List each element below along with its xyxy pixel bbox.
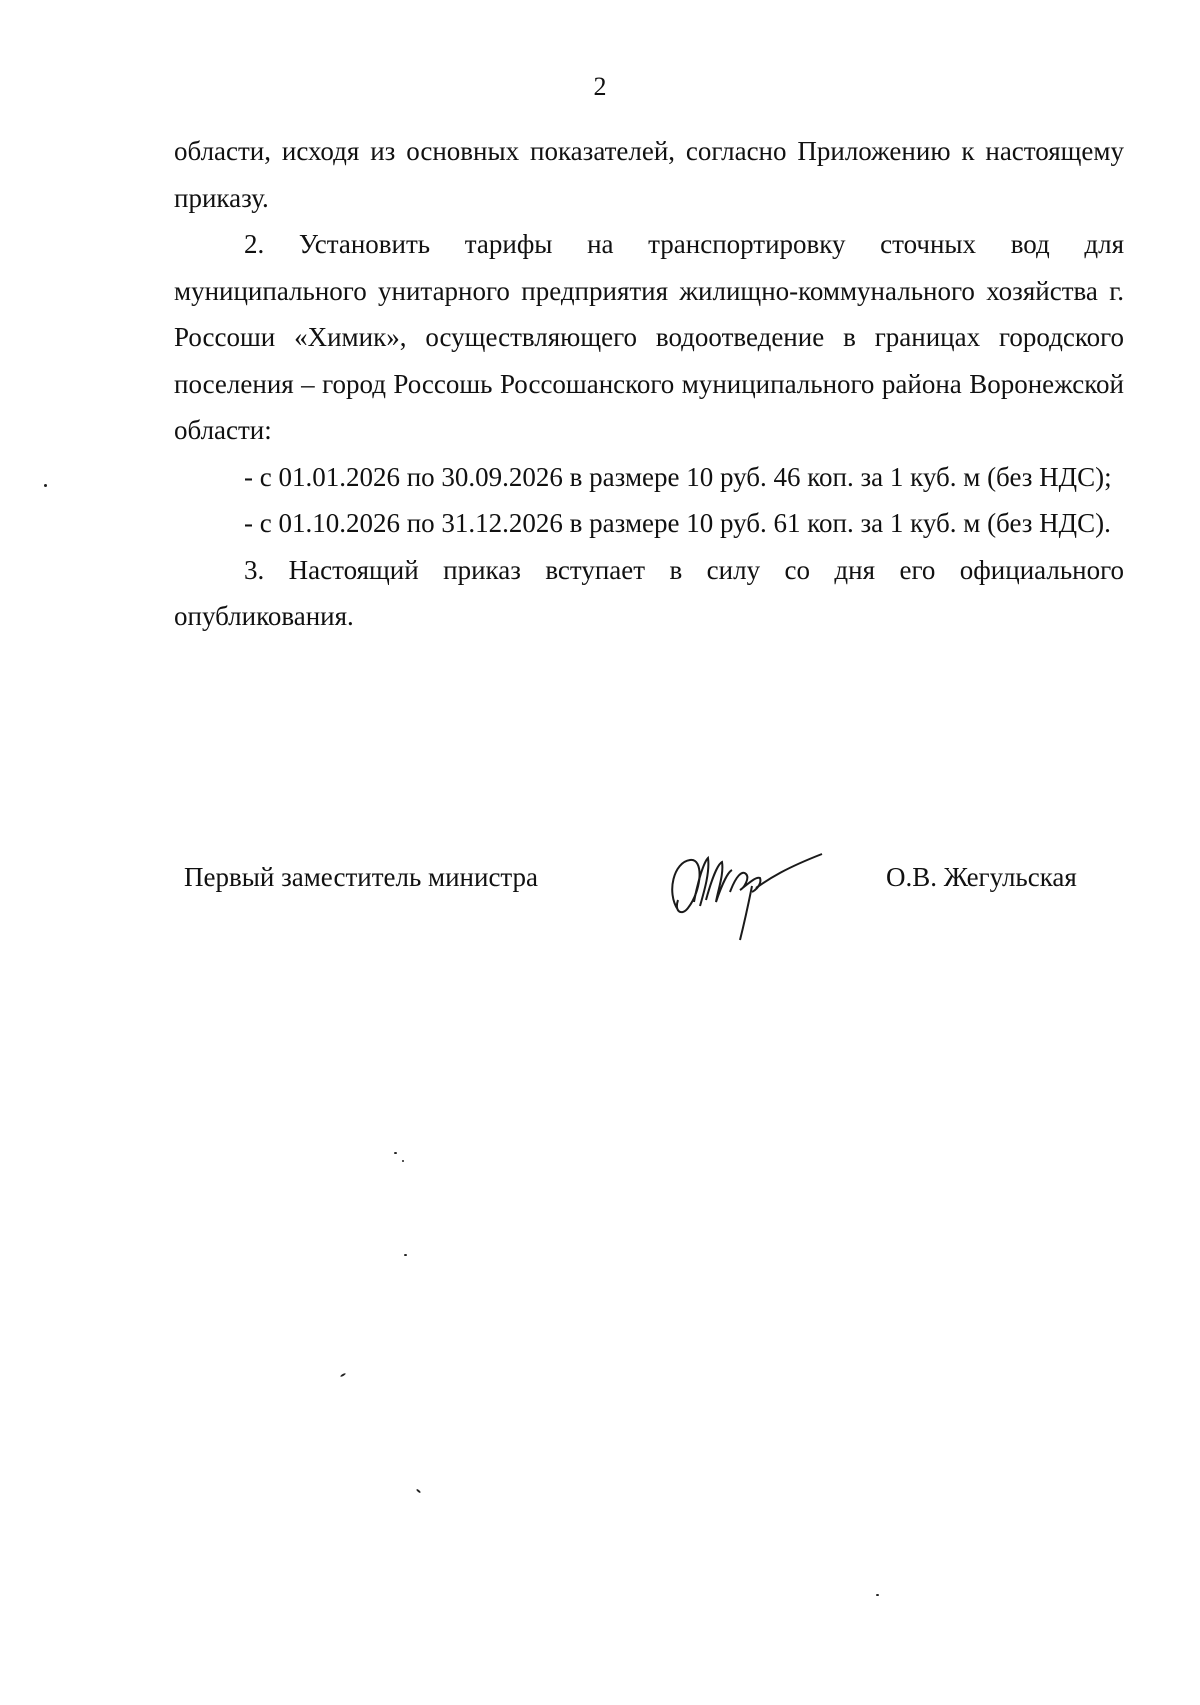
scan-speck <box>876 1594 879 1596</box>
paragraph-tariff-order: 2. Установить тарифы на транспортировку сточных вод для муниципального унитарного предприятия жилищно-коммунального хозяйства г. Россоши «Химик», осуществляющего водоотведение в границах городского поселения – город Россошь Россошанского муниципального района Воронежской области: <box>174 229 1124 445</box>
paragraph-continuation: области, исходя из основных показателей, согласно Приложению к настоящему приказу. <box>174 136 1124 213</box>
scan-speck <box>44 484 47 487</box>
page-number: 2 <box>593 72 607 101</box>
handwritten-signature <box>660 840 830 945</box>
scan-speck <box>402 1160 404 1162</box>
tariff-period-1: - с 01.01.2026 по 30.09.2026 в размере 10 руб. 46 коп. за 1 куб. м (без НДС); <box>244 461 1112 492</box>
signer-position: Первый заместитель министра <box>184 862 539 892</box>
paragraph-effective-date: 3. Настоящий приказ вступает в силу со дня его официального опубликования. <box>174 554 1124 631</box>
scan-speck <box>340 1373 346 1378</box>
scan-speck <box>404 1254 407 1256</box>
signer-name: О.В. Жегульская <box>886 862 1077 892</box>
scan-speck <box>416 1489 421 1494</box>
scan-speck <box>394 1152 397 1154</box>
document-body <box>174 128 1124 640</box>
tariff-period-2: - с 01.10.2026 по 31.12.2026 в размере 10 руб. 61 коп. за 1 куб. м (без НДС). <box>244 508 1111 538</box>
